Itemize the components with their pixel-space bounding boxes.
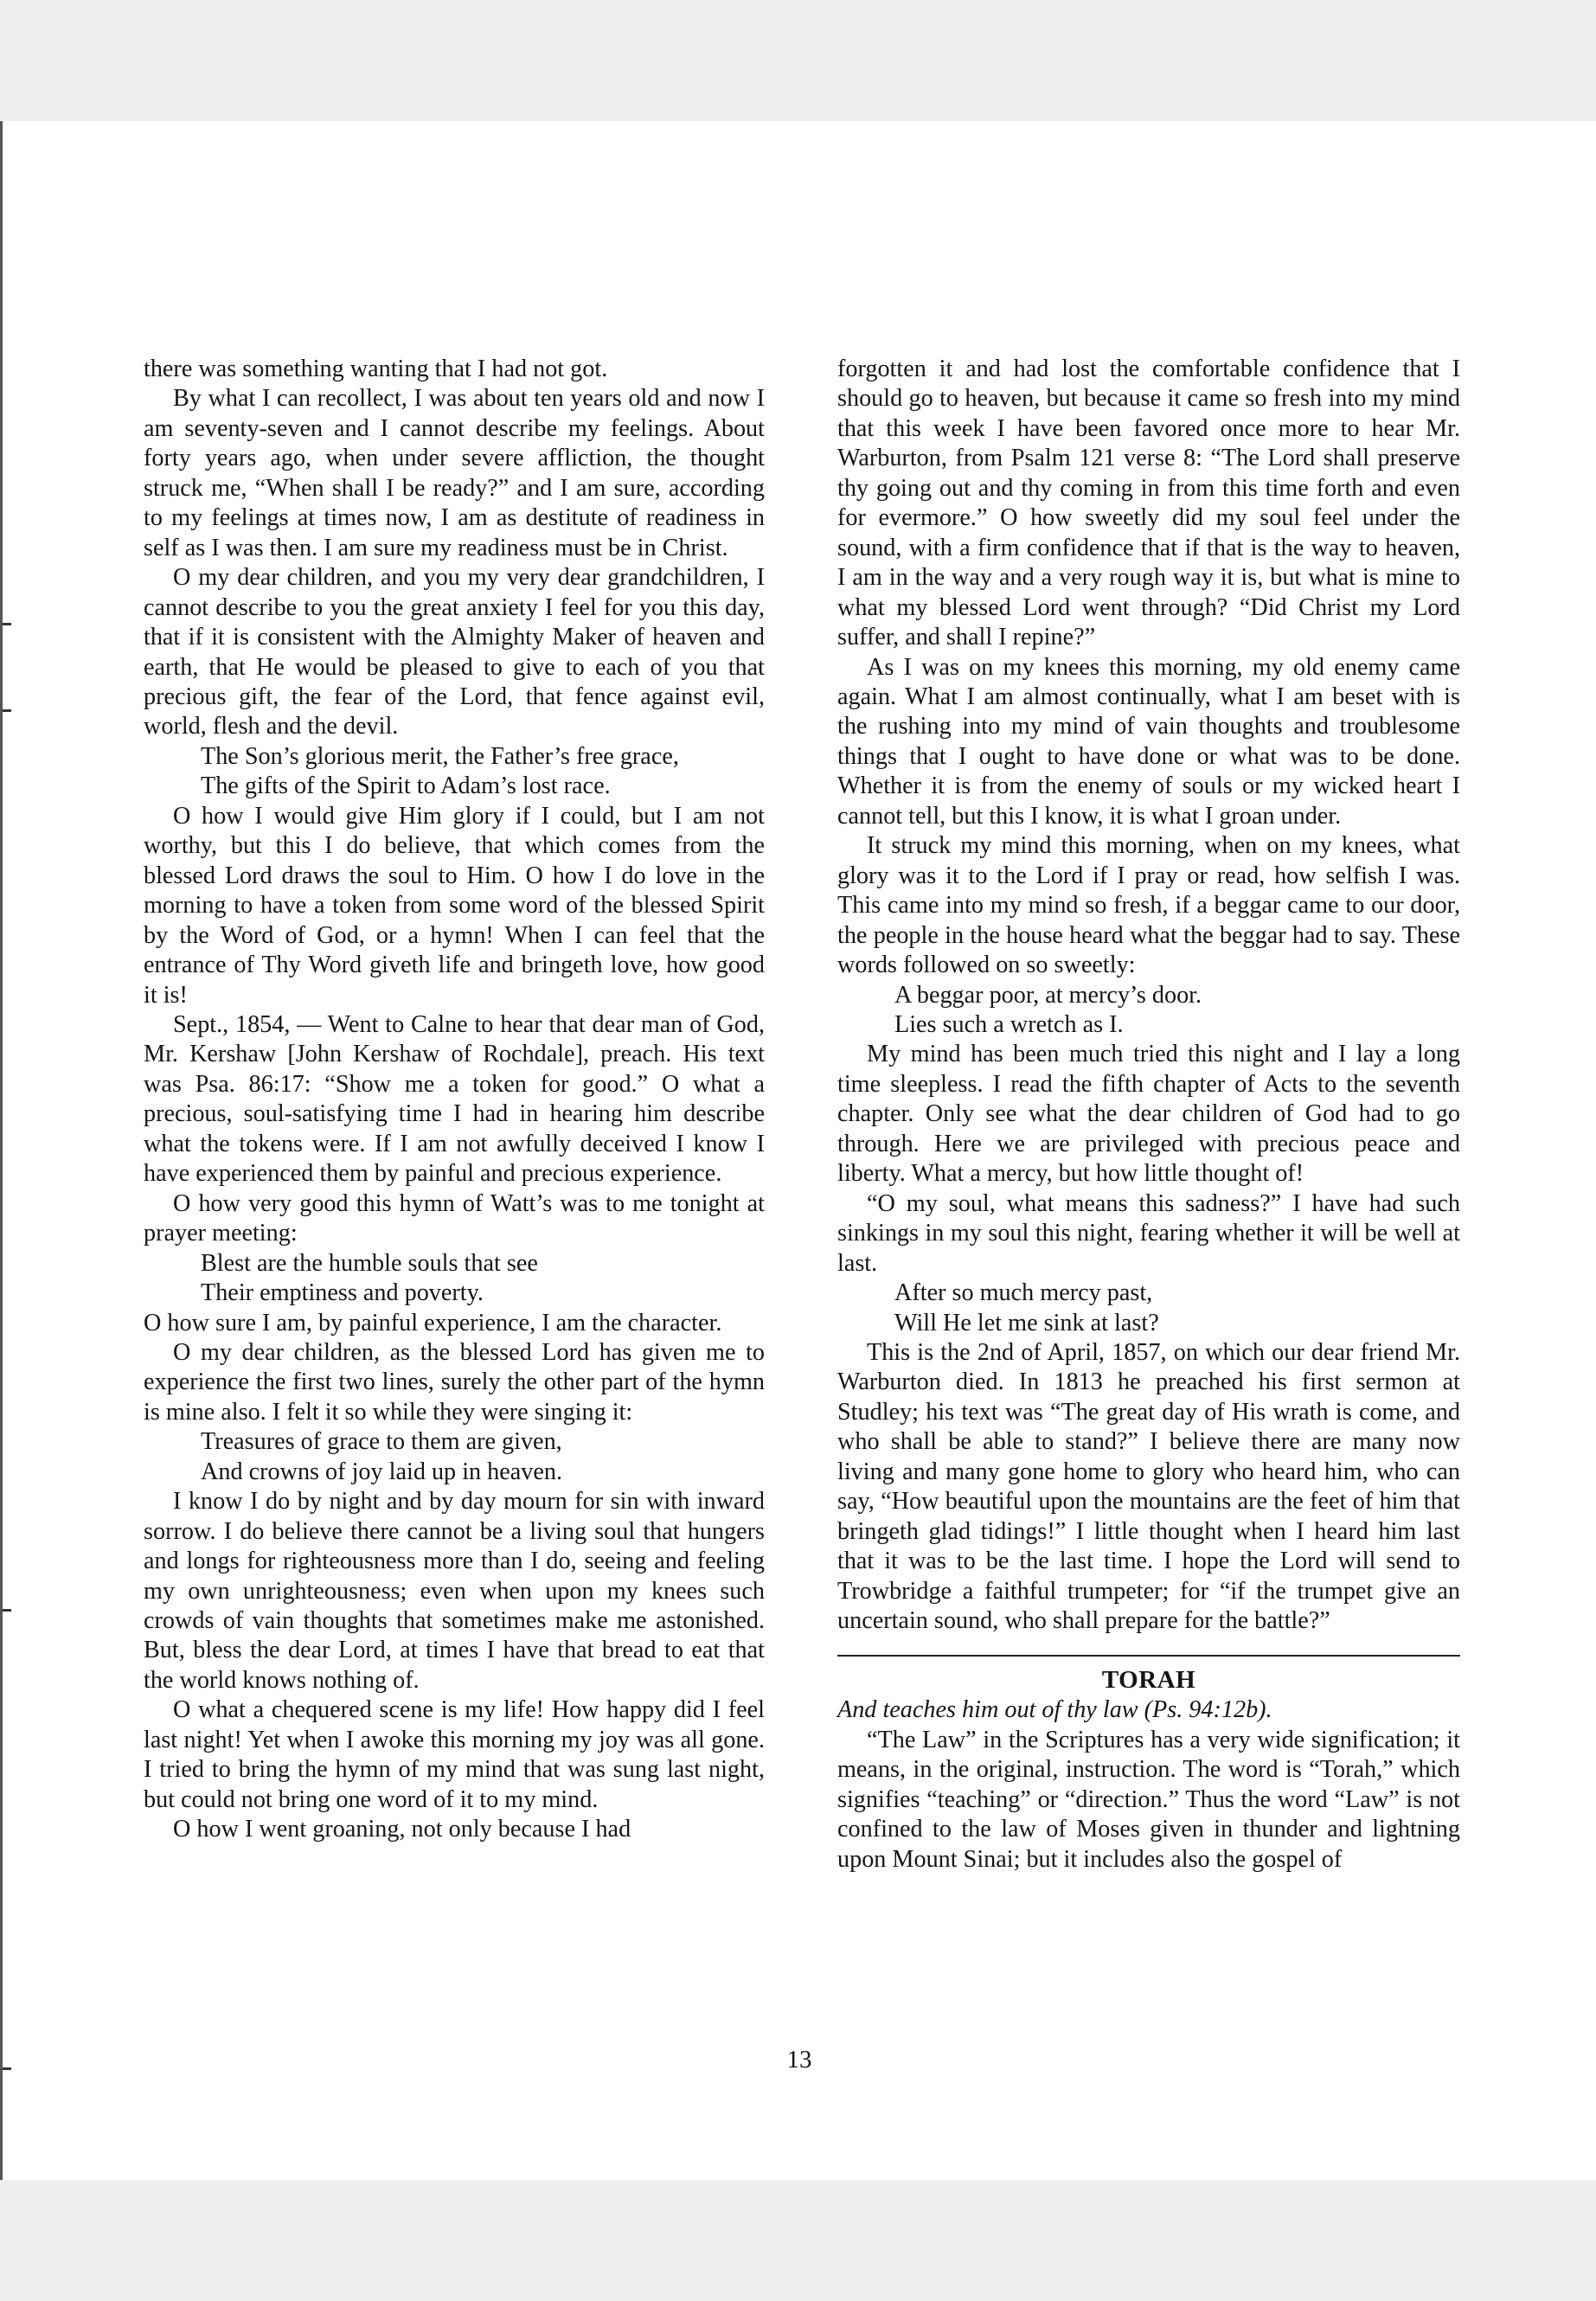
verse-line: After so much mercy past, xyxy=(894,1279,1153,1307)
section-divider xyxy=(837,1655,1460,1657)
paragraph: O how very good this hymn of Watt’s was to me tonight at prayer meeting: xyxy=(144,1189,765,1247)
paragraph: “O my soul, what means this sadness?” I have had such sinkings in my soul this night, fearing whether it will be well at last. xyxy=(837,1189,1460,1277)
verse-line: The gifts of the Spirit to Adam’s lost race. xyxy=(201,772,611,800)
paragraph: Sept., 1854, — Went to Calne to hear that dear man of God, Mr. Kershaw [John Kershaw of Rochdale], preach. His text was Psa. 86:17: “Show me a token for good.” O what a precious, soul-satisfying time I had in hearing him describe what the tokens were. If I am not awfully deceived I know I have experienced them by painful and precious experience. xyxy=(144,1010,765,1188)
paragraph: As I was on my knees this morning, my old enemy came again. What I am almost continually, what I am beset with is the rushing into my mind of vain thoughts and troublesome things that I ought to have done or what was to be done. Whether it is from the enemy of souls or my wicked heart I cannot tell, but this I know, it is what I groan under. xyxy=(837,653,1460,830)
paragraph: O how I went groaning, not only because I had xyxy=(173,1816,631,1843)
verse-line: And crowns of joy laid up in heaven. xyxy=(201,1458,563,1485)
epigraph: And teaches him out of thy law (Ps. 94:12b). xyxy=(837,1696,1272,1724)
paragraph: O how I would give Him glory if I could, but I am not worthy, but this I do believe, that which comes from the blessed Lord draws the soul to Him. O how I do love in the morning to have a token from some word of the blessed Spirit by the Word of God, or a hymn! When I can feel that the entrance of Thy Word giveth life and bringeth love, how good it is! xyxy=(144,802,765,1009)
paragraph: O my dear children, and you my very dear grandchildren, I cannot describe to you the great anxiety I feel for you this day, that if it is consistent with the Almighty Maker of heaven and earth, that He would be pleased to give to each of you that precious gift, the fear of the Lord, that fence against evil, world, flesh and the devil. xyxy=(144,564,765,740)
paragraph: I know I do by night and by day mourn for sin with inward sorrow. I do believe there cannot be a living soul that hungers and longs for righteousness more than I do, seeing and feeling my own unrighteousness; even when upon my knees such crowds of vain thoughts that sometimes make me astonished. But, bless the dear Lord, at times I have that bread to eat that the world knows nothing of. xyxy=(144,1488,765,1694)
paragraph: forgotten it and had lost the comfortable confidence that I should go to heaven, but because it came so fresh into my mind that this week I have been favored once more to hear Mr. Warburton, from Psalm 121 verse 8: “The Lord shall preserve thy going out and thy coming in from this time forth and even for evermore.” O how sweetly did my soul feel under the sound, with a firm confidence that if that is the way to heaven, I am in the way and a very rough way it is, but what is mine to what my blessed Lord went through? “Did Christ my Lord suffer, and shall I repine?” xyxy=(837,356,1460,651)
section-heading: TORAH xyxy=(1101,1666,1196,1695)
paragraph: By what I can recollect, I was about ten years old and now I am seventy-seven and I cannot describe my feelings. About forty years ago, when under severe affliction, the thought struck me, “When shall I be ready?” and I am sure, according to my feelings at times now, I am as destitute of readiness in self as I was then. I am sure my readiness must be in Christ. xyxy=(144,385,765,561)
paragraph: It struck my mind this morning, when on my knees, what glory was it to the Lord if I pray or read, how selfish I was. This came into my mind so fresh, if a beggar came to our door, the people in the house heard what the beggar had to say. These words followed on so sweetly: xyxy=(837,832,1460,979)
right-column xyxy=(837,355,1460,1875)
verse-line: Blest are the humble souls that see xyxy=(201,1249,538,1277)
page xyxy=(0,121,1596,2180)
margin-tick xyxy=(3,709,11,712)
paragraph: O how sure I am, by painful experience, I am the character. xyxy=(144,1309,722,1336)
left-column xyxy=(144,355,765,1845)
paragraph: there was something wanting that I had not got. xyxy=(144,356,608,382)
margin-tick xyxy=(3,623,11,625)
verse-line: Their emptiness and poverty. xyxy=(201,1279,484,1307)
right-column-paragraphs xyxy=(837,355,1460,1636)
verse-line: Treasures of grace to them are given, xyxy=(201,1428,562,1456)
section-body: “The Law” in the Scriptures has a very wide signification; it means, in the original, instruction. The word is “Torah,” which signifies “teaching” or “direction.” Thus the word “Law” is not confined to the law of Moses given in thunder and lightning upon Mount Sinai; but it includes also the gospel of xyxy=(837,1726,1460,1873)
paragraph: My mind has been much tried this night and I lay a long time sleepless. I read the fifth chapter of Acts to the seventh chapter. Only see what the dear children of God had to go through. Here we are privileged with precious peace and liberty. What a mercy, but how little thought of! xyxy=(837,1041,1460,1188)
margin-tick xyxy=(3,1609,11,1612)
verse-line: A beggar poor, at mercy’s door. xyxy=(894,981,1202,1009)
verse-line: The Son’s glorious merit, the Father’s free grace, xyxy=(201,742,679,770)
paragraph: O what a chequered scene is my life! How happy did I feel last night! Yet when I awoke this morning my joy was all gone. I tried to bring the hymn of my mind that was sung last night, but could not bring one word of it to my mind. xyxy=(144,1696,765,1813)
verse-line: Will He let me sink at last? xyxy=(894,1309,1159,1336)
paragraph: O my dear children, as the blessed Lord has given me to experience the first two lines, surely the other part of the hymn is mine also. I felt it so while they were singing it: xyxy=(144,1338,765,1426)
page-number: 13 xyxy=(786,2046,812,2073)
paragraph: This is the 2nd of April, 1857, on which our dear friend Mr. Warburton died. In 1813 he preached his first sermon at Studley; his text was “The great day of His wrath is come, and who shall be able to stand?” I believe there are many now living and many gone home to glory who heard him, who can say, “How beautiful upon the mountains are the feet of him that bringeth glad tidings!” I little thought when I heard him last that it was to be the last time. I hope the Lord will send to Trowbridge a faithful trumpeter; for “if the trumpet give an uncertain sound, who shall prepare for the battle?” xyxy=(837,1338,1460,1635)
verse-line: Lies such a wretch as I. xyxy=(894,1010,1124,1038)
